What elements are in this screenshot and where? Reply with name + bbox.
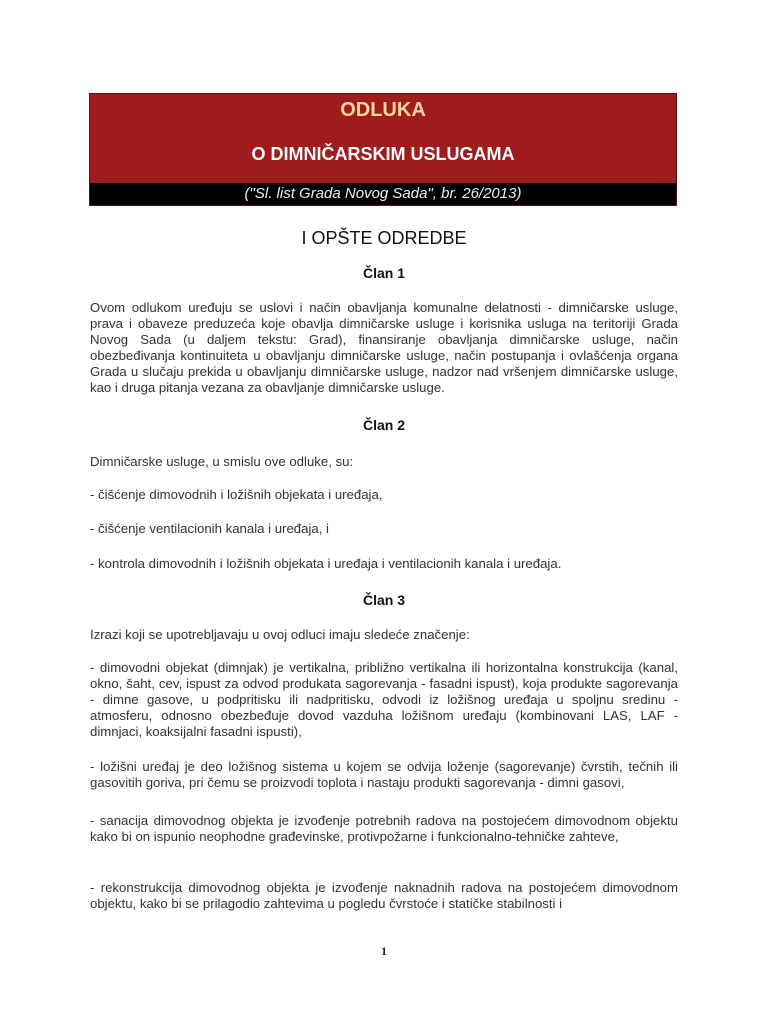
article-heading-3: Član 3 — [362, 592, 405, 608]
document-title: ODLUKA — [340, 99, 426, 121]
article-2-paragraph-4: - kontrola dimovodnih i ložišnih objekata i uređaja i ventilacionih kanala i uređaja. — [90, 556, 562, 571]
document-source: ("Sl. list Grada Novog Sada", br. 26/2013) — [90, 183, 676, 205]
article-2-paragraph-2: - čišćenje dimovodnih i ložišnih objekata i uređaja, — [90, 487, 383, 502]
article-3-paragraph-3: - ložišni uređaj je deo ložišnog sistema u kojem se odvija loženje (sagorevanje) čvrstih, tečnih ili gasovitih goriva, pri čemu se proizvodi toplota i nastaju produkti sagorevanja - dimni gasovi, — [90, 759, 678, 790]
article-heading-1: Član 1 — [362, 265, 405, 281]
page-number: 1 — [381, 944, 387, 958]
document-header-box — [89, 93, 677, 206]
document-subtitle: O DIMNIČARSKIM USLUGAMA — [251, 144, 515, 164]
article-1-paragraph-1: Ovom odlukom uređuju se uslovi i način obavljanja komunalne delatnosti - dimničarske usluge, prava i obaveze preduzeća koje obavlja dimničarske usluge i korisnika usluga na teritoriji Grada Novog Sada (u daljem tekstu: Grad), finansiranje obavljanja dimničarske usluge, način obezbeđivanja kontinuiteta u obavljanju dimničarske usluge, način postupanja i ovlašćenja organa Grada u slučaju prekida u obavljanju dimničarske usluge, nadzor nad vršenjem dimničarske usluge, kao i druga pitanja vezana za obavljanje dimničarske usluge. — [90, 300, 678, 395]
article-3-paragraph-1: Izrazi koji se upotrebljavaju u ovoj odluci imaju sledeće značenje: — [90, 627, 470, 642]
article-3-paragraph-5: - rekonstrukcija dimovodnog objekta je izvođenje naknadnih radova na postojećem dimovodnom objektu, kako bi se prilagodio zahtevima u pogledu čvrstoće i statičke stabilnosti i — [90, 880, 678, 911]
article-heading-2: Član 2 — [362, 417, 405, 433]
article-2-paragraph-3: - čišćenje ventilacionih kanala i uređaja, i — [90, 521, 329, 536]
article-2-paragraph-1: Dimničarske usluge, u smislu ove odluke, su: — [90, 454, 354, 469]
article-3-paragraph-4: - sanacija dimovodnog objekta je izvođenje potrebnih radova na postojećem dimovodnom objektu kako bi on ispunio neophodne građevinske, protivpožarne i funkcionalno-tehničke zahteve, — [90, 813, 678, 844]
section-title: I OPŠTE ODREDBE — [301, 228, 467, 248]
article-3-paragraph-2: - dimovodni objekat (dimnjak) je vertikalna, približno vertikalna ili horizontalna konstrukcija (kanal, okno, šaht, cev, ispust za odvod produkata sagorevanja - fasadni ispust), koja produkte sagorevanja - dimne gasove, u podpritisku ili nadpritisku, odvodi iz ložišnog uređaja u spoljnu sredinu - atmosferu, odnosno obezbeđuje dovod vazduha ložišnom uređaju (kombinovani LAS, LAF - dimnjaci, koaksijalni fasadni ispusti), — [90, 660, 678, 739]
